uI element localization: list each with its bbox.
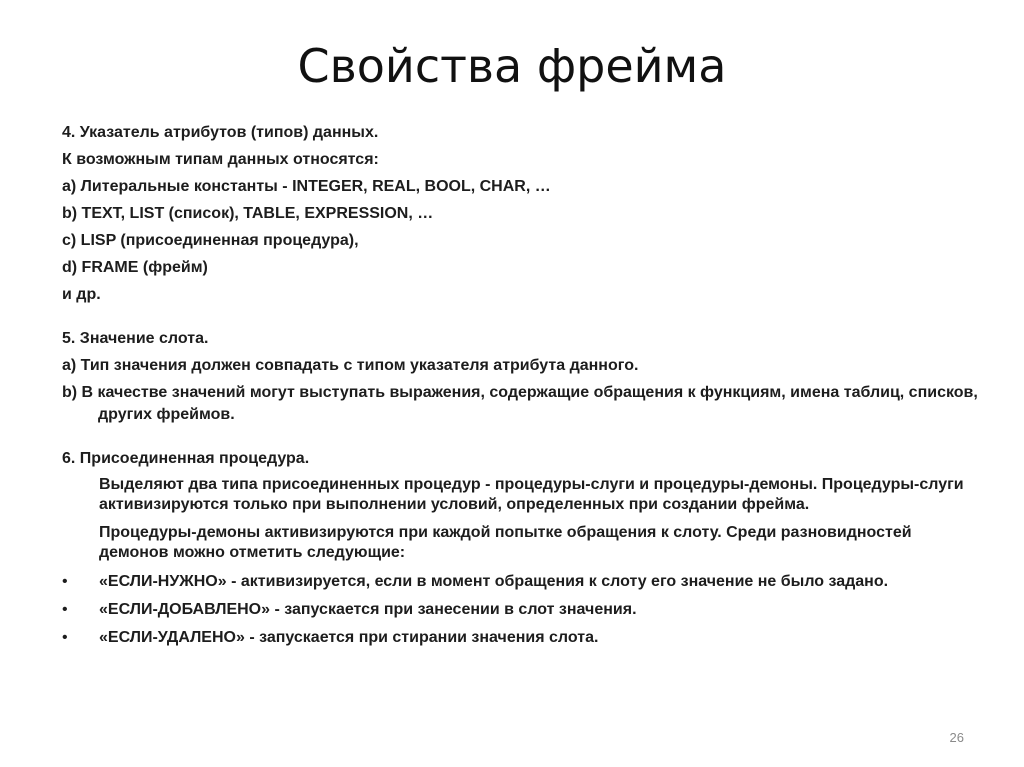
bullet-icon: • — [62, 629, 68, 646]
section-4-intro: К возможным типам данных относятся: — [62, 151, 379, 168]
spacer — [62, 431, 982, 448]
section-5-heading: 5. Значение слота. — [62, 330, 209, 347]
slide-title: Свойства фрейма — [297, 39, 727, 93]
section-6-heading: 6. Присоединенная процедура. — [62, 450, 310, 467]
section-4-item-b: b) TEXT, LIST (список), TABLE, EXPRESSION, … — [62, 205, 434, 222]
bullet-text: «ЕСЛИ-УДАЛЕНО» - запускается при стирании значения слота. — [99, 629, 599, 646]
section-6-paragraph-1: Выделяют два типа присоединенных процедур - процедуры-слуги и процедуры-демоны. Процедуры-слуги активизируются только при выполнении условий, определенных при создании фрейма. — [99, 476, 964, 513]
section-4-heading: 4. Указатель атрибутов (типов) данных. — [62, 124, 379, 141]
bullet-item — [62, 627, 982, 649]
section-4-item-c: c) LISP (присоединенная процедура), — [62, 232, 359, 249]
section-5-item-a: a) Тип значения должен совпадать с типом указателя атрибута данного. — [62, 357, 639, 374]
section-4-item-other: и др. — [62, 286, 101, 303]
section-4-item-d: d) FRAME (фрейм) — [62, 259, 208, 276]
page-number: 26 — [949, 730, 964, 745]
section-6-paragraph-2: Процедуры-демоны активизируются при каждой попытке обращения к слоту. Среди разновидностей демонов можно отметить следующие: — [99, 524, 912, 561]
bullet-text: «ЕСЛИ-НУЖНО» - активизируется, если в момент обращения к слоту его значение не было задано. — [99, 573, 889, 590]
section-5-item-b: b) В качестве значений могут выступать выражения, содержащие обращения к функциям, имена таблиц, списков, других фреймов. — [62, 384, 978, 423]
slide-content — [62, 122, 982, 655]
bullet-icon: • — [62, 601, 68, 618]
section-4-item-a: a) Литеральные константы - INTEGER, REAL, BOOL, CHAR, … — [62, 178, 551, 195]
spacer — [62, 311, 982, 328]
bullet-item — [62, 571, 982, 593]
bullet-item — [62, 599, 982, 621]
bullet-text: «ЕСЛИ-ДОБАВЛЕНО» - запускается при занесении в слот значения. — [99, 601, 637, 618]
bullet-icon: • — [62, 573, 68, 590]
